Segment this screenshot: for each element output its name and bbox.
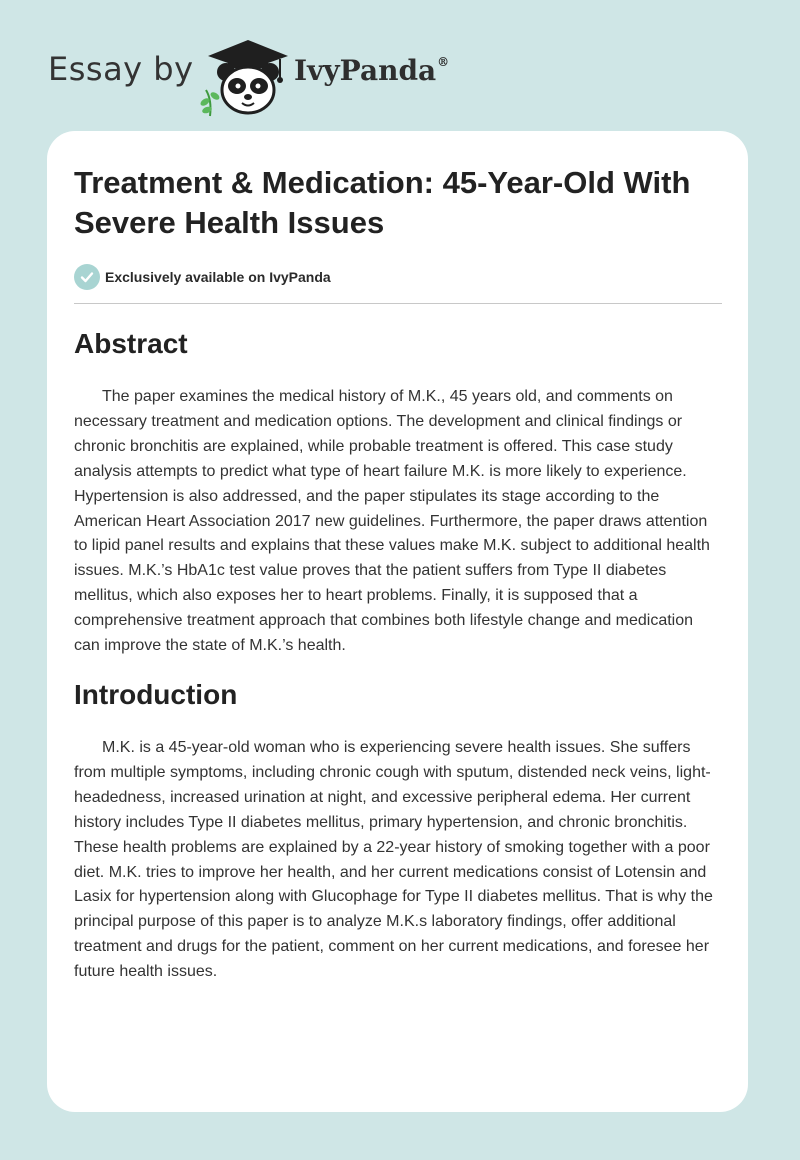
essay-card — [47, 131, 748, 1112]
section-heading-introduction: Introduction — [74, 679, 238, 710]
section-heading-abstract: Abstract — [74, 328, 188, 359]
exclusive-badge — [74, 264, 331, 290]
section-body-abstract: The paper examines the medical history of M.K., 45 years old, and comments on necessary treatment and medication options. The development and clinical findings or chronic bronchitis are explained, while probable treatment is offered. This case study analysis attempts to predict what type of heart failure M.K. is more likely to experience. Hypertension is also addressed, and the paper stipulates its stage according to the American Heart Association 2017 new guidelines. Furthermore, the paper draws attention to lipid panel results and explains that these values make M.K. subject to additional health issues. M.K.’s HbA1c test value proves that the patient suffers from Type II diabetes mellitus, which also exposes her to heart problems. Finally, it is supposed that a comprehensive treatment approach that combines both lifestyle change and medication can improve the state of M.K.’s health. — [74, 388, 710, 655]
section-body-introduction: M.K. is a 45-year-old woman who is experiencing severe health issues. She suffers from multiple symptoms, including chronic cough with sputum, distended neck veins, light-headedness, increased urination at night, and excessive peripheral edema. Her current history includes Type II diabetes mellitus, primary hypertension, and chronic bronchitis. These health problems are explained by a 22-year history of smoking together with a poor diet. M.K. tries to improve her health, and her current medications consist of Lotensin and Lasix for hypertension along with Glucophage for Type II diabetes mellitus. That is why the principal purpose of this paper is to analyze M.K.s laboratory findings, offer additional treatment and drugs for the patient, comment on her current medications, and foresee her future health issues. — [74, 739, 713, 981]
exclusive-badge-label: Exclusively available on IvyPanda — [105, 269, 331, 285]
page-title: Treatment & Medication: 45-Year-Old With Severe Health Issues — [74, 165, 691, 240]
panda-graduate-logo-icon[interactable] — [200, 34, 296, 118]
essay-by-label: Essay by — [48, 50, 194, 88]
brand-name-text: IvyPanda — [294, 54, 437, 87]
brand-name[interactable] — [294, 54, 449, 87]
site-header — [48, 30, 648, 120]
title-divider — [74, 303, 722, 304]
registered-mark: ® — [437, 55, 450, 69]
check-icon — [74, 264, 100, 290]
